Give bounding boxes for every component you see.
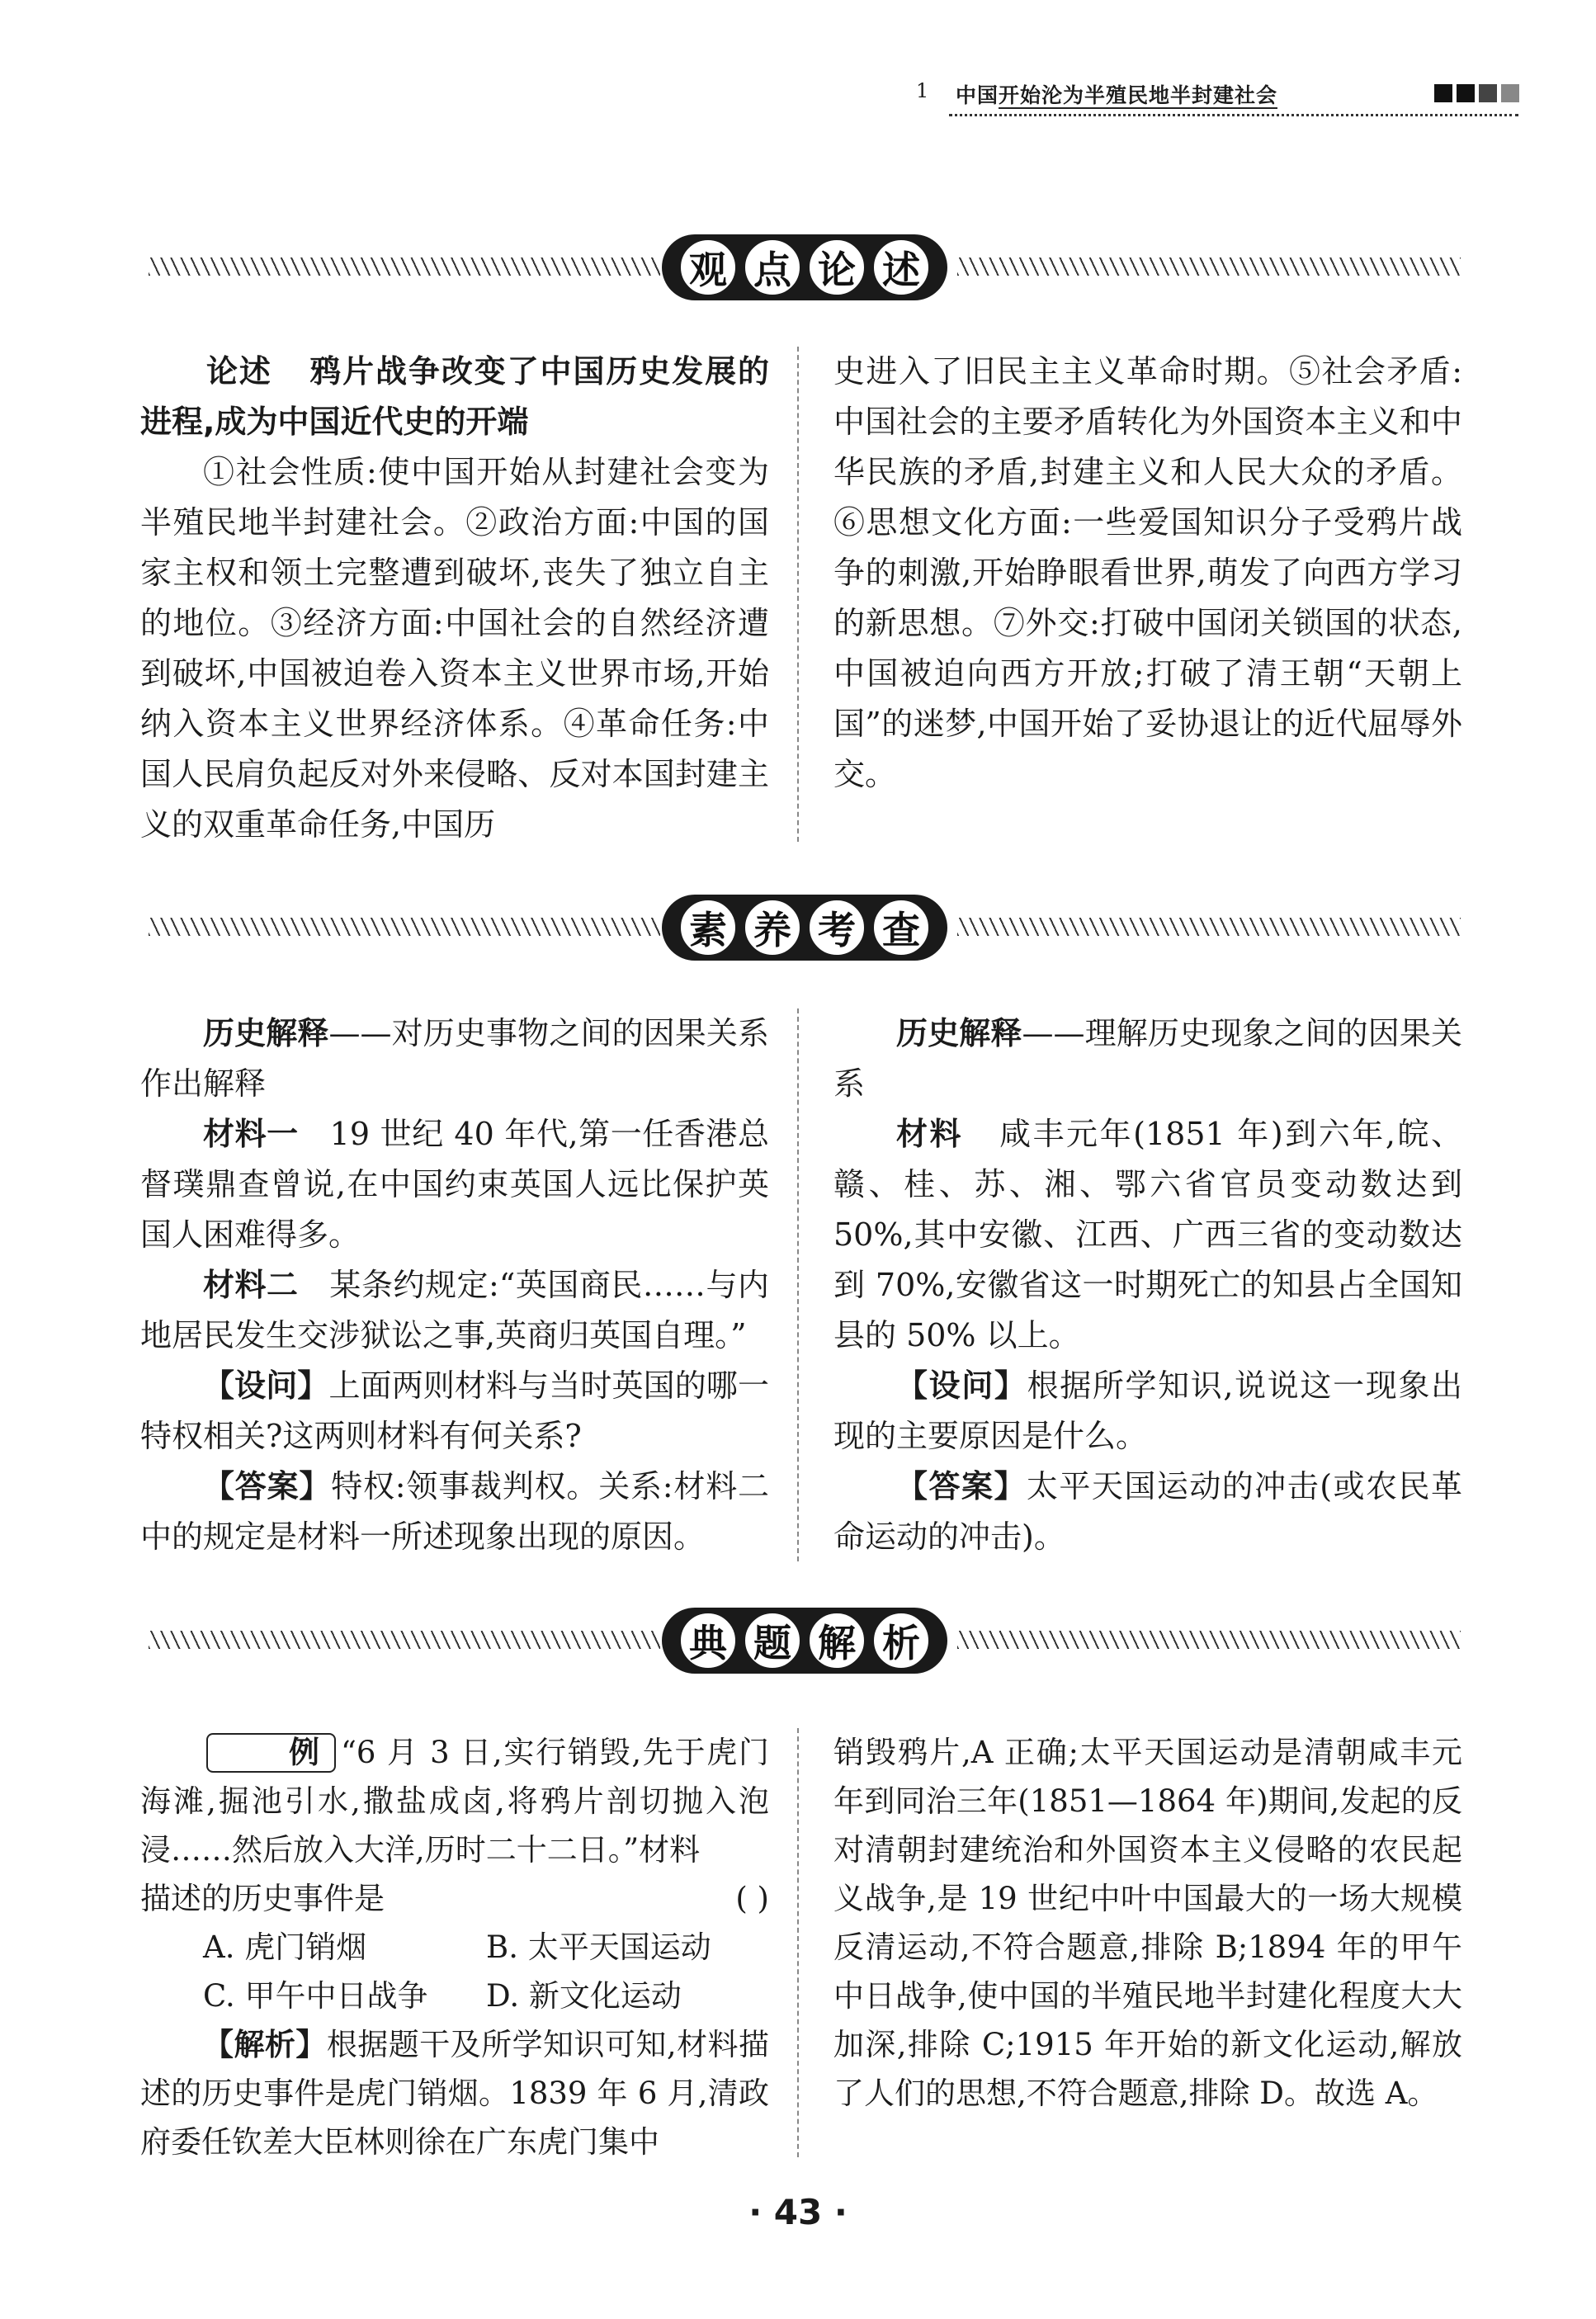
banner-char: 观 (678, 238, 738, 297)
question-label: 【设问】 (203, 1367, 329, 1404)
example-stem-end: 描述的历史事件是 (140, 1881, 385, 1916)
banner-pill (662, 234, 947, 300)
option-a: A. 虎门销烟 (203, 1929, 367, 1965)
banner-char: 素 (678, 898, 738, 957)
banner-char: 题 (743, 1611, 802, 1670)
history-interpretation-intro: ——对历史事物之间的因果关系作出解释 (140, 1015, 769, 1102)
material-2-text: 某条约规定:“英国商民……与内地居民发生交涉狱讼之事,英商归英国自理。” (140, 1267, 769, 1353)
history-interpretation-intro: ——理解历史现象之间的因果关系 (833, 1015, 1462, 1102)
chapter-number: 1 (916, 79, 929, 102)
banner-char: 解 (807, 1611, 866, 1670)
section-banner-viewpoint (149, 234, 1461, 300)
header-dotted-rule (949, 114, 1518, 116)
question-label: 【设问】 (896, 1367, 1027, 1404)
suyang-right-column (833, 1008, 1462, 1562)
example-left-column (140, 1728, 769, 2166)
material-label: 材料 (896, 1116, 964, 1152)
banner-char: 述 (871, 238, 931, 297)
banner-char: 查 (871, 898, 931, 957)
banner-char: 养 (743, 898, 802, 957)
banner-hatch-right (957, 1631, 1461, 1649)
header-decoration-blocks (1434, 84, 1523, 106)
section-banner-examples (149, 1608, 1461, 1674)
material-1-text: 19 世纪 40 年代,第一任香港总督璞鼎查曾说,在中国约束英国人远比保护英国人困难得多。 (140, 1116, 769, 1253)
banner-char: 考 (807, 898, 866, 957)
lunshu-right-column (833, 347, 1462, 800)
history-interpretation-label: 历史解释 (896, 1015, 1022, 1051)
chapter-title-underlined: 开始沦为半殖民地半封建社会 (999, 83, 1278, 107)
example-stem: “6 月 3 日,实行销毁,先于虎门海滩,掘池引水,撒盐成卤,将鸦片剖切抛入泡浸……然后放入大洋,历时二十二日。”材料 (140, 1735, 769, 1868)
section-banner-literacy (149, 895, 1461, 961)
history-interpretation-label: 历史解释 (203, 1015, 329, 1051)
material-2-label: 材料二 (203, 1267, 299, 1303)
banner-char: 点 (743, 238, 802, 297)
answer-label: 【答案】 (896, 1468, 1027, 1504)
example-right-column (833, 1728, 1462, 2118)
banner-pill (662, 1608, 947, 1674)
lunshu-left-column (140, 347, 769, 850)
banner-char: 典 (678, 1611, 738, 1670)
banner-hatch-left (149, 918, 660, 936)
material-1-label: 材料一 (203, 1116, 299, 1152)
banner-hatch-left (149, 257, 660, 276)
banner-pill (662, 895, 947, 961)
suyang-left-column (140, 1008, 769, 1562)
question-text: 根据所学知识,说说这一现象出现的主要原因是什么。 (833, 1367, 1462, 1454)
column-divider (797, 1008, 799, 1561)
question-text: 上面两则材料与当时英国的哪一特权相关?这两则材料有何关系? (140, 1367, 769, 1454)
answer-bracket: ( ) (735, 1881, 769, 1916)
material-text: 咸丰元年(1851 年)到六年,皖、赣、桂、苏、湘、鄂六省官员变动数达到 50%,其中安徽、江西、广西三省的变动数达到 70%,安徽省这一时期死亡的知县占全国知县的 50% 以上。 (833, 1116, 1462, 1353)
example-tag: 例 (206, 1733, 336, 1773)
running-header (916, 79, 1535, 112)
banner-hatch-left (149, 1631, 660, 1649)
banner-hatch-right (957, 257, 1461, 276)
option-d: D. 新文化运动 (486, 1978, 682, 2014)
banner-char: 论 (807, 238, 866, 297)
chapter-title: 中国开始沦为半殖民地半封建社会 (956, 83, 1278, 107)
lunshu-title: 鸦片战争改变了中国历史发展的进程,成为中国近代史的开端 (140, 353, 769, 440)
banner-hatch-right (957, 918, 1461, 936)
column-divider (797, 1728, 799, 2157)
option-c: C. 甲午中日战争 (203, 1978, 428, 2014)
answer-text: 特权:领事裁判权。关系:材料二中的规定是材料一所述现象出现的原因。 (140, 1468, 769, 1555)
option-b: B. 太平天国运动 (486, 1929, 711, 1965)
answer-label: 【答案】 (203, 1468, 332, 1504)
banner-char: 析 (871, 1611, 931, 1670)
analysis-text-right: 销毁鸦片,A 正确;太平天国运动是清朝咸丰元年到同治三年(1851—1864 年)期间,发起的反对清朝封建统治和外国资本主义侵略的农民起义战争,是 19 世纪中叶中国最大的一场大规模反清运动,不符合题意,排除 B;1894 年的甲午中日战争,使中国的半殖民地半封建化程度大大加深,排除 C;1915 年开始的新文化运动,解放了人们的思想,不符合题意,排除 D。故选 A。 (833, 1735, 1462, 2111)
lunshu-body-right: 史进入了旧民主主义革命时期。⑤社会矛盾:中国社会的主要矛盾转化为外国资本主义和中华民族的矛盾,封建主义和人民大众的矛盾。⑥思想文化方面:一些爱国知识分子受鸦片战争的刺激,开始睁眼看世界,萌发了向西方学习的新思想。⑦外交:打破中国闭关锁国的状态,中国被迫向西方开放;打破了清王朝“天朝上国”的迷梦,中国开始了妥协退让的近代屈辱外交。 (833, 353, 1462, 792)
analysis-text-left: 根据题干及所学知识可知,材料描述的历史事件是虎门销烟。1839 年 6 月,清政府委任钦差大臣林则徐在广东虎门集中 (140, 2027, 770, 2160)
column-divider (797, 347, 799, 842)
answer-text: 太平天国运动的冲击(或农民革命运动的冲击)。 (833, 1468, 1462, 1555)
page-number: · 43 · (748, 2192, 848, 2232)
analysis-label: 【解析】 (203, 2027, 327, 2062)
lunshu-body-left: ①社会性质:使中国开始从封建社会变为半殖民地半封建社会。②政治方面:中国的国家主权和领土完整遭到破坏,丧失了独立自主的地位。③经济方面:中国社会的自然经济遭到破坏,中国被迫卷入资本主义世界市场,开始纳入资本主义世界经济体系。④革命任务:中国人民肩负起反对外来侵略、反对本国封建主义的双重革命任务,中国历 (140, 454, 769, 843)
lunshu-label: 论述 (206, 353, 272, 390)
